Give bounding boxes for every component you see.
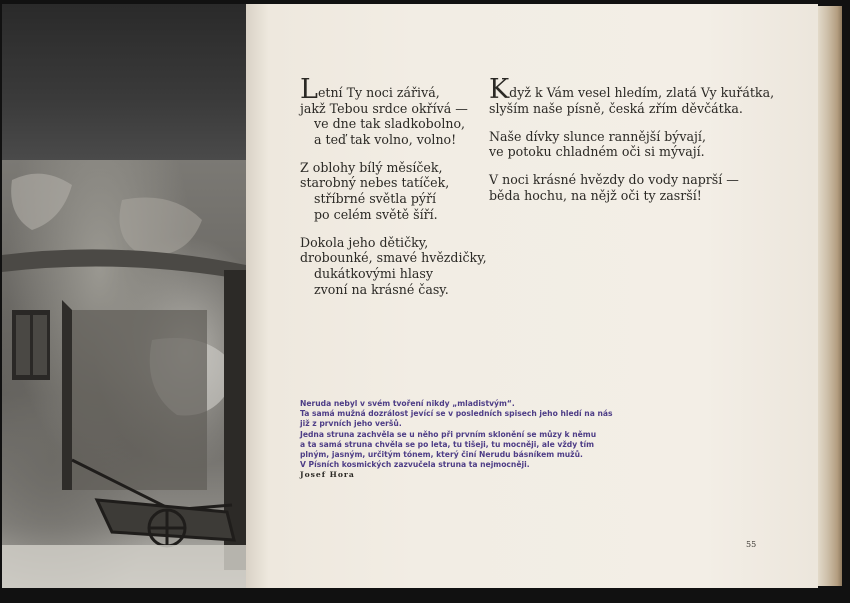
poem-line: Z oblohy bílý měsíček, bbox=[300, 159, 443, 175]
photo-page bbox=[2, 4, 246, 588]
poem-line: dukátkovými hlasy bbox=[314, 265, 434, 281]
poem-line-text: dyž k Vám vesel hledím, zlatá Vy kuřátka, bbox=[509, 85, 775, 100]
poem-line: jakž Tebou srdce okřívá — bbox=[300, 100, 468, 116]
poem-line: Naše dívky slunce rannější bývají, bbox=[489, 128, 706, 144]
poem-column-right bbox=[489, 74, 775, 216]
poem-line bbox=[300, 74, 487, 105]
note-author: Josef Hora bbox=[300, 470, 355, 480]
poem-stanza bbox=[300, 160, 487, 222]
poem-line: Dokola jeho dětičky, bbox=[300, 234, 429, 250]
poem-column-left bbox=[300, 74, 487, 310]
poem-line bbox=[489, 74, 775, 105]
poem-line: po celém světě šíří. bbox=[314, 206, 438, 222]
poem-line-text: etní Ty noci zářivá, bbox=[317, 85, 440, 100]
note-line: a ta samá struna chvěla se po leta, tu tišeji, tu mocněji, ale vždy tím bbox=[300, 439, 594, 449]
note-line: V Písních kosmických zazvučela struna ta nejmocněji. bbox=[300, 460, 530, 470]
critical-note bbox=[300, 399, 630, 481]
note-line: Neruda nebyl v svém tvoření nikdy „mladistvým“. bbox=[300, 399, 515, 408]
poem-line: ve potoku chladném oči si mývají. bbox=[489, 144, 705, 160]
poem-stanza bbox=[300, 235, 487, 297]
poem-line: zvoní na krásné časy. bbox=[314, 281, 449, 297]
poem-line: a teď tak volno, volno! bbox=[314, 131, 457, 147]
poem-line: stříbrné světla pýří bbox=[314, 191, 437, 207]
note-line: již z prvních jeho veršů. bbox=[300, 419, 402, 429]
page-number: 55 bbox=[746, 540, 757, 549]
poem-stanza bbox=[489, 74, 775, 116]
poem-line: slyším naše písně, česká zřím děvčátka. bbox=[489, 100, 743, 116]
poem-stanza bbox=[300, 74, 487, 147]
drop-cap: L bbox=[300, 74, 318, 105]
note-line: Ta samá mužná dozrálost jevící se v posledních spisech jeho hledí na nás bbox=[300, 409, 613, 419]
note-line: Jedna struna zachvěla se u něho při prvním sklonění se můzy k němu bbox=[300, 429, 597, 439]
drop-cap: K bbox=[489, 74, 510, 105]
poem-line: drobounké, smavé hvězdičky, bbox=[300, 250, 487, 266]
poem-stanza bbox=[489, 129, 774, 160]
note-line: plným, jasným, určitým tónem, který činí Nerudu básníkem mužů. bbox=[300, 450, 583, 460]
poem-line: starobný nebes tatíček, bbox=[300, 175, 450, 191]
poem-line: ve dne tak sladkobolno, bbox=[314, 116, 466, 132]
building-photo-icon bbox=[2, 160, 246, 588]
poem-stanza bbox=[489, 172, 774, 203]
poem-line: běda hochu, na nějž oči ty zasrší! bbox=[489, 187, 702, 203]
photo-drawing bbox=[2, 160, 246, 588]
poem-line: V noci krásné hvězdy do vody naprší — bbox=[489, 172, 739, 188]
page-edges bbox=[818, 6, 842, 586]
photo-dark-top bbox=[2, 4, 246, 160]
